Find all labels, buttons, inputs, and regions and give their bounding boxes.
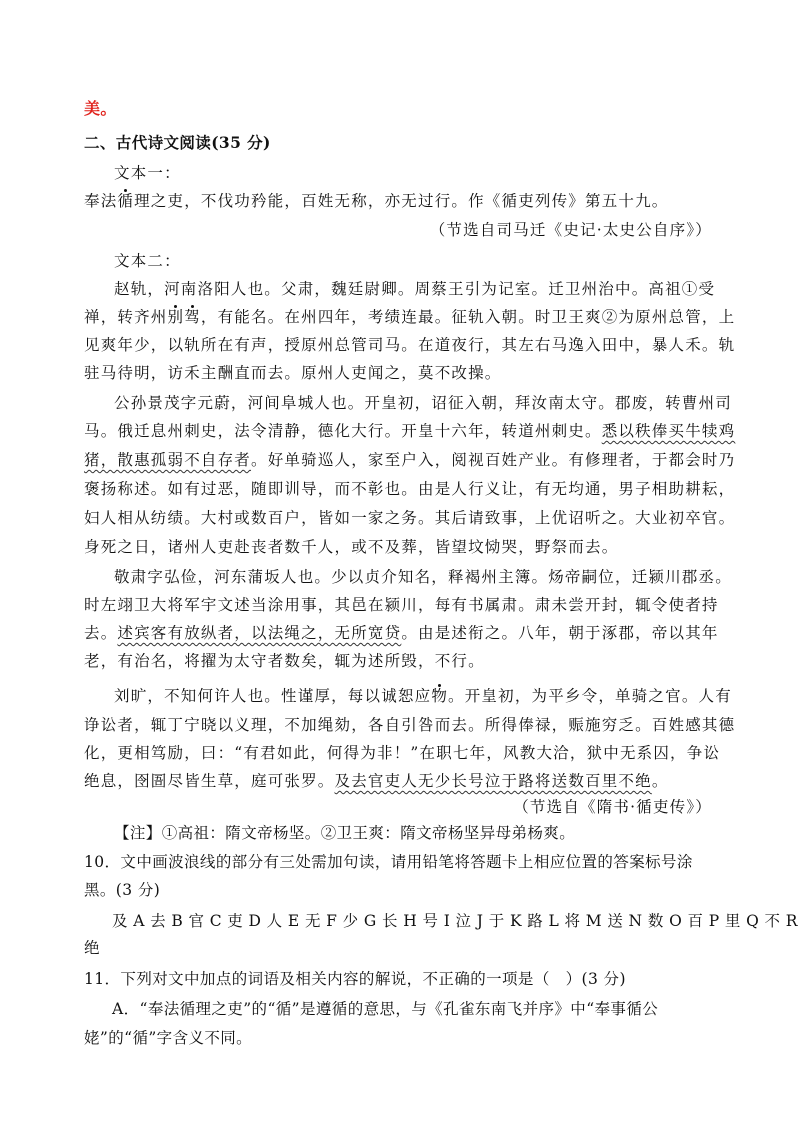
text1-source: （节选自司马迁《史记·太史公自序》） [429, 221, 712, 239]
question-11-option-a-cont: 姥”的“循”字含义不同。 [84, 1029, 253, 1047]
text2-line: 老，有治名，将擢为太守者数矣，辄为述所毁，不行。 [84, 652, 485, 670]
wavy-underline-text: 悉以秩俸买牛犊鸡 [601, 422, 736, 440]
text2-line: 身死之日，诸州人吏赴丧者数千人，或不及葬，皆望坟恸哭，野祭而去。 [84, 538, 619, 556]
text2-label: 文本二： [114, 252, 181, 270]
question-10-options: 及 A 去 B 官 C 吏 D 人 E 无 F 少 G 长 H 号 I 泣 J 于 K 路 L 将 M 送 N 数 O 百 P 里 Q 不 R [112, 912, 798, 930]
wavy-underline-text: 猪，散惠孤弱不自存者 [84, 451, 252, 469]
text2-line: 敬肃字弘俭，河东蒲坂人也。少以贞介知名，释褐州主簿。炀帝嗣位，迁颍川郡丞。 [114, 568, 732, 586]
text2-line: 时左翊卫大将军宇文述当涂用事，其邑在颍川，每有书属肃。肃未尝开封，辄令使者持 [84, 596, 719, 614]
text2-line: 妇人相从纺绩。大村或数百户，皆如一家之务。其后请致事，上优诏听之。大业初卒官。 [84, 509, 736, 527]
text2-line: 褒扬称述。如有过恶，随即训导，而不彰也。由是人行义让，有无均通，男子相助耕耘， [84, 480, 736, 498]
text2-line: 禅，转齐州别驾，有能名。在州四年，考绩连最。征轨入朝。时卫王爽②为原州总管，上 [84, 308, 736, 326]
text1-label: 文本一： [114, 164, 181, 182]
text2-line: 公孙景茂字元蔚，河间阜城人也。开皇初，诏征入朝，拜汝南太守。郡废，转曹州司 [114, 394, 732, 412]
text2-line: 绝息，囹圄尽皆生草，庭可张罗。及去官吏人无少长号泣于路将送数百里不绝。 [84, 772, 669, 790]
emphasis-dot-word: 驾 [184, 308, 201, 326]
footnote: 【注】①高祖：隋文帝杨坚。②卫王爽：隋文帝杨坚异母弟杨爽。 [114, 824, 576, 842]
emphasis-dot-word: 物 [431, 687, 449, 705]
text2-line: 去。述宾客有放纵者，以法绳之，无所宽贷。由是述衔之。八年，朝于涿郡，帝以其年 [84, 624, 719, 642]
section-title: 二、古代诗文阅读(35 分) [84, 133, 271, 152]
text2-line: 诤讼者，辄丁宁晓以义理，不加绳劾，各自引咎而去。所得俸禄，赈施穷乏。百姓感其德 [84, 716, 736, 734]
text2-source: （节选自《隋书·循吏传》） [513, 798, 712, 816]
text2-line: 见爽年少，以轨所在有声，授原州总管司马。在道夜行，其左右马逸入田中，暴人禾。轨 [84, 336, 736, 354]
emphasis-dot-word: 别 [167, 308, 185, 326]
wavy-underline-text: 述宾客有放纵者，以法绳之，无所宽贷 [117, 624, 402, 642]
text1-paragraph: 奉法循理之吏，不伐功矜能，百姓无称，亦无过行。作《循吏列传》第五十九。 [84, 192, 669, 210]
text2-line: 化，更相笃励，曰：“有君如此，何得为非！”在职七年，风教大洽，狱中无系囚，争讼 [84, 744, 721, 762]
text2-line: 马。俄迁息州刺史，法令清静，德化大行。开皇十六年，转道州刺史。悉以秩俸买牛犊鸡 [84, 422, 736, 440]
wavy-underline-text: 及去官吏人无少长号泣于路将送数百里不绝 [334, 772, 652, 790]
emphasis-dot-word: 循 [117, 192, 135, 210]
text2-line: 驻马待明，访禾主酬直而去。原州人吏闻之，莫不改操。 [84, 364, 502, 382]
text2-line: 赵轨，河南洛阳人也。父肃，魏廷尉卿。周蔡王引为记室。迁卫州治中。高祖①受 [114, 280, 716, 298]
question-11-option-a: A．“奉法循理之吏”的“循”是遵循的意思，与《孔雀东南飞并序》中“奉事循公 [112, 1000, 659, 1018]
previous-text-tail: 美。 [84, 99, 117, 118]
question-10-line: 黑。(3 分) [84, 881, 161, 899]
question-10: 10．文中画波浪线的部分有三处需加句读，请用铅笔将答题卡上相应位置的答案标号涂 [84, 853, 693, 871]
text2-line: 刘旷，不知何许人也。性谨厚，每以诚恕应物。开皇初，为平乡令，单骑之官。人有 [114, 687, 732, 705]
text2-line: 猪，散惠孤弱不自存者。好单骑巡人，家至户入，阅视百姓产业。有修理者，于都会时乃 [84, 451, 736, 469]
question-10-options-end: 绝 [84, 939, 100, 957]
question-11: 11．下列对文中加点的词语及相关内容的解说，不正确的一项是（ ）(3 分) [84, 970, 626, 988]
